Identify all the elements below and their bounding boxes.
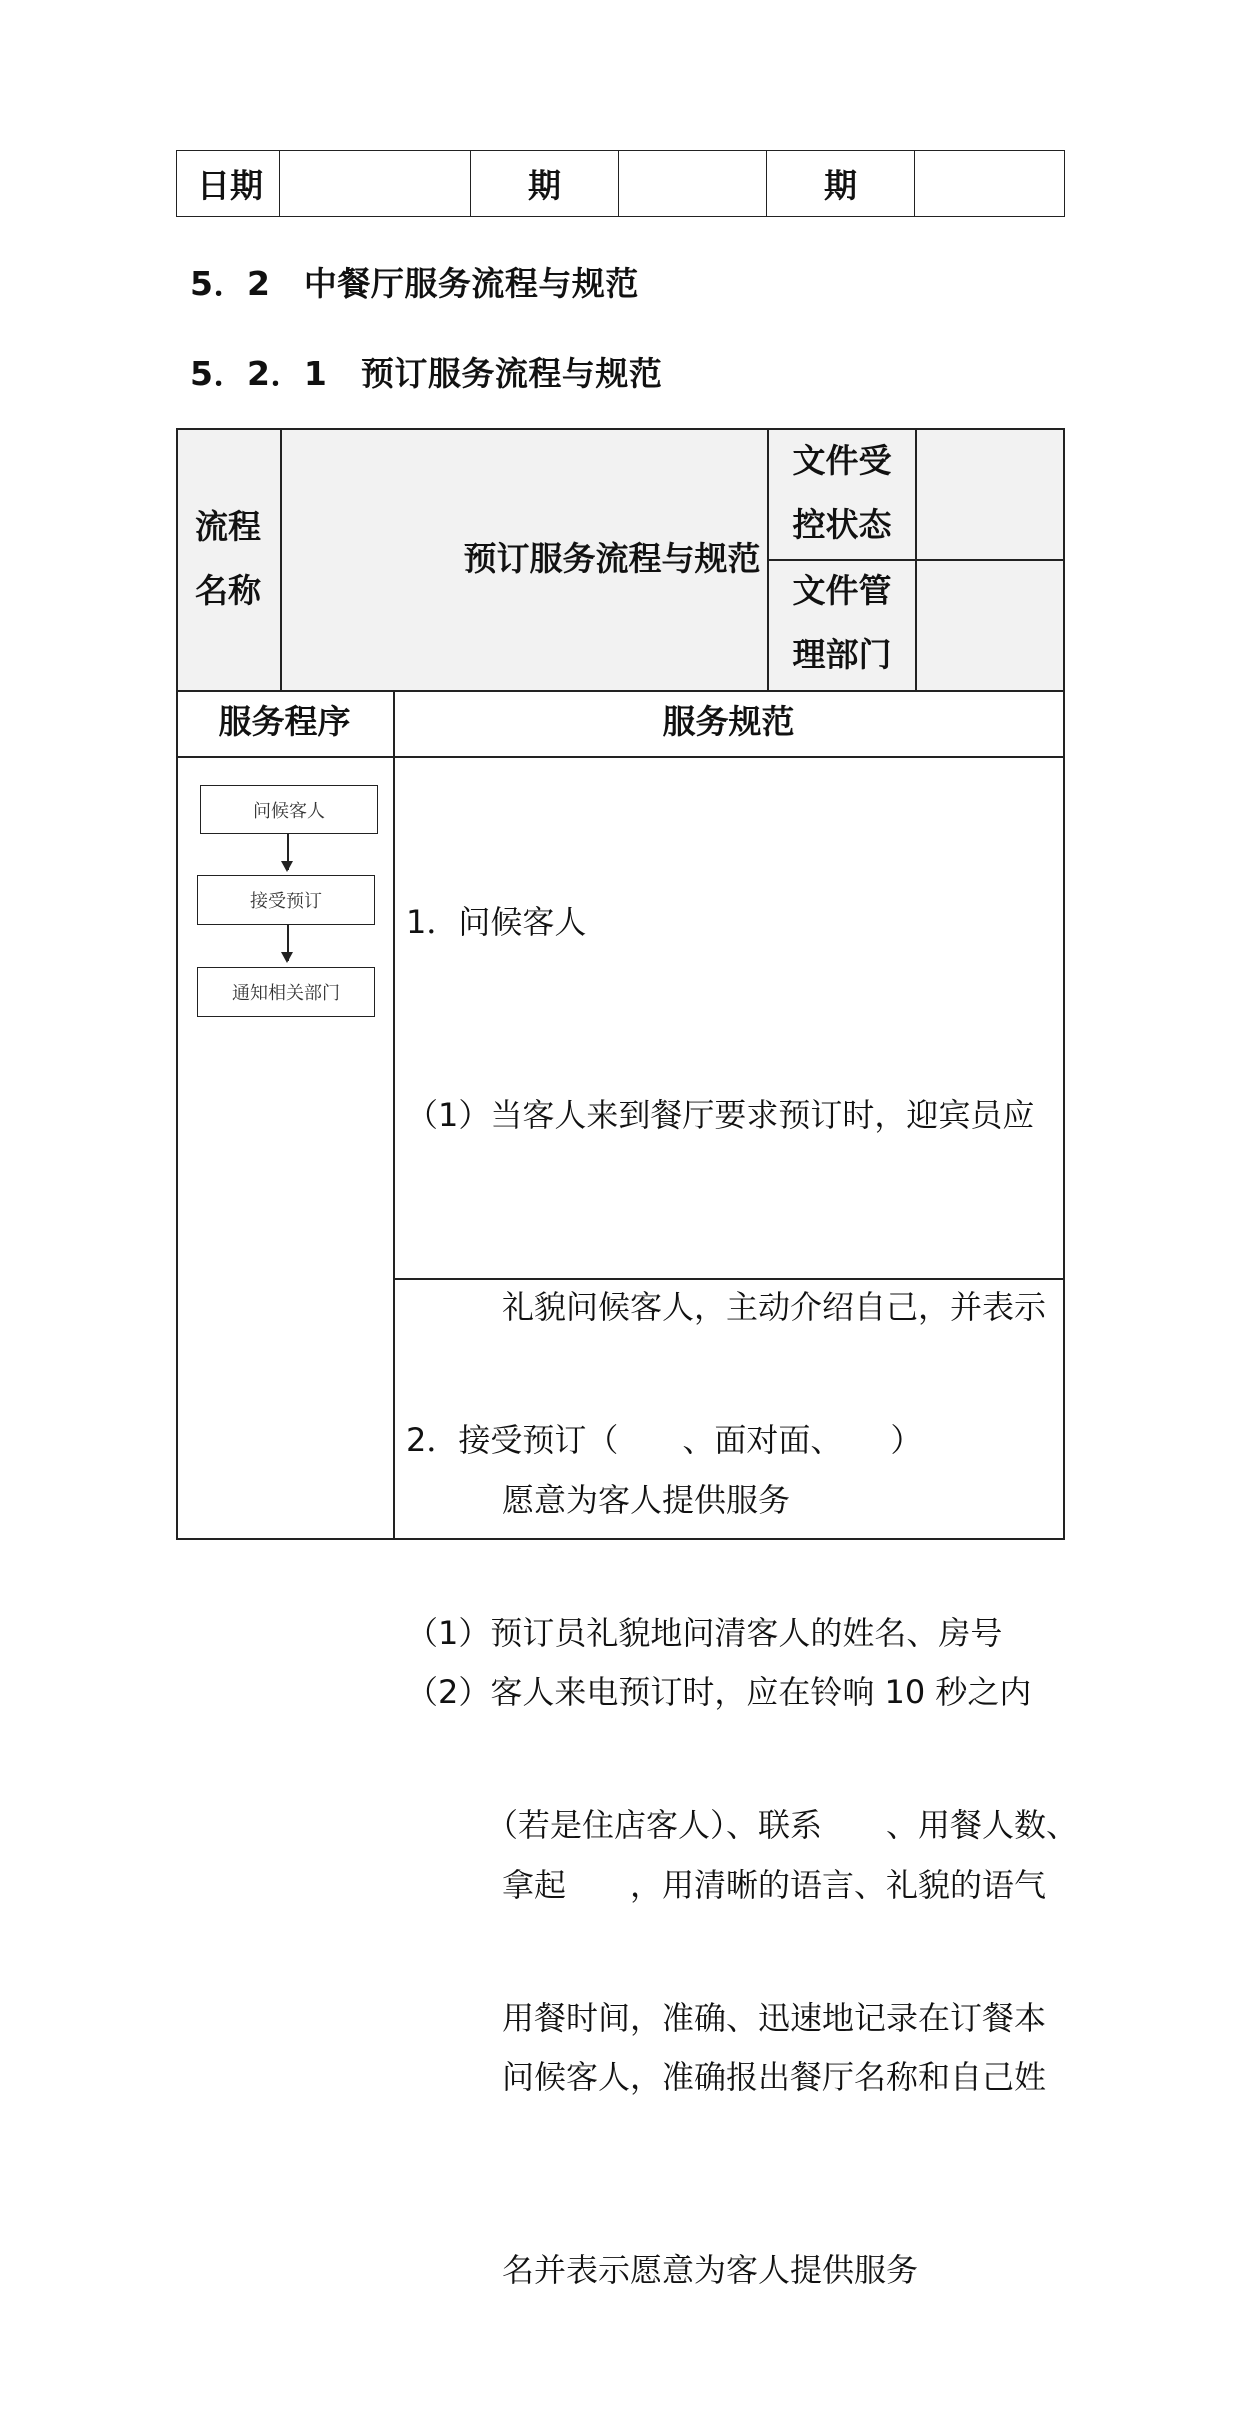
spec-line: （1）预订员礼貌地问清客人的姓名、房号 [406, 1613, 1003, 1652]
flow-name-label: 流程 名称 [195, 507, 261, 610]
flow-arrow-1 [287, 834, 289, 870]
header-col-divider-2 [767, 428, 769, 690]
spec-section-2 [406, 1280, 1078, 2178]
spec-line: 2．接受预订（ 、面对面、 ） [406, 1421, 923, 1459]
table-border-left [176, 428, 178, 1540]
flow-step-accept: 接受预订 [197, 875, 375, 925]
spec-line: 1．问候客人 [406, 903, 587, 941]
procedure-table [176, 428, 1079, 2289]
header-col-divider-3 [915, 428, 917, 690]
subsection-heading: 5．2．1 预订服务流程与规范 [190, 354, 663, 393]
column-header-bottom-border [176, 756, 1064, 758]
header-col-divider-1 [280, 428, 282, 690]
period-value-1 [619, 151, 767, 217]
spec-line: 拿起 ，用清晰的语言、礼貌的语气 [406, 1865, 1047, 1904]
period-label-2: 期 [767, 151, 915, 217]
table-border-top [176, 428, 1064, 430]
spec-line: （2）客人来电预订时，应在铃响 10 秒之内 [406, 1673, 1032, 1711]
control-status-label: 文件受 控状态 [792, 441, 892, 544]
spec-line: 愿意为客人提供服务 [406, 1480, 791, 1519]
flow-name-value: 预订服务流程与规范 [463, 539, 761, 578]
header-bottom-border [176, 690, 1064, 692]
flow-arrow-2 [287, 925, 289, 961]
spec-line: 问候客人，准确报出餐厅名称和自己姓 [406, 2058, 1047, 2096]
spec-line: 用餐时间，准确、迅速地记录在订餐本 [406, 1998, 1047, 2037]
spec-line: （1）当客人来到餐厅要求预订时，迎宾员应 [406, 1095, 1035, 1134]
section-heading: 5．2 中餐厅服务流程与规范 [190, 264, 639, 303]
specification-column-header: 服务规范 [662, 702, 795, 741]
top-info-row [177, 151, 1065, 217]
top-info-table [176, 150, 1065, 217]
spec-line: 礼貌问候客人，主动介绍自己，并表示 [406, 1288, 1047, 1326]
spec-line: 名并表示愿意为客人提供服务 [406, 2250, 919, 2289]
flow-step-greet: 问候客人 [200, 785, 378, 834]
body-col-divider [393, 690, 395, 1540]
spec-line: （若是住店客人）、联系 、用餐人数、 [406, 1806, 1079, 1844]
mgmt-dept-label: 文件管 理部门 [792, 571, 892, 674]
date-label: 日期 [177, 151, 280, 217]
procedure-column-header: 服务程序 [218, 702, 351, 741]
period-value-2 [915, 151, 1065, 217]
flow-step-notify: 通知相关部门 [197, 967, 375, 1017]
date-value [280, 151, 471, 217]
period-label-1: 期 [471, 151, 619, 217]
